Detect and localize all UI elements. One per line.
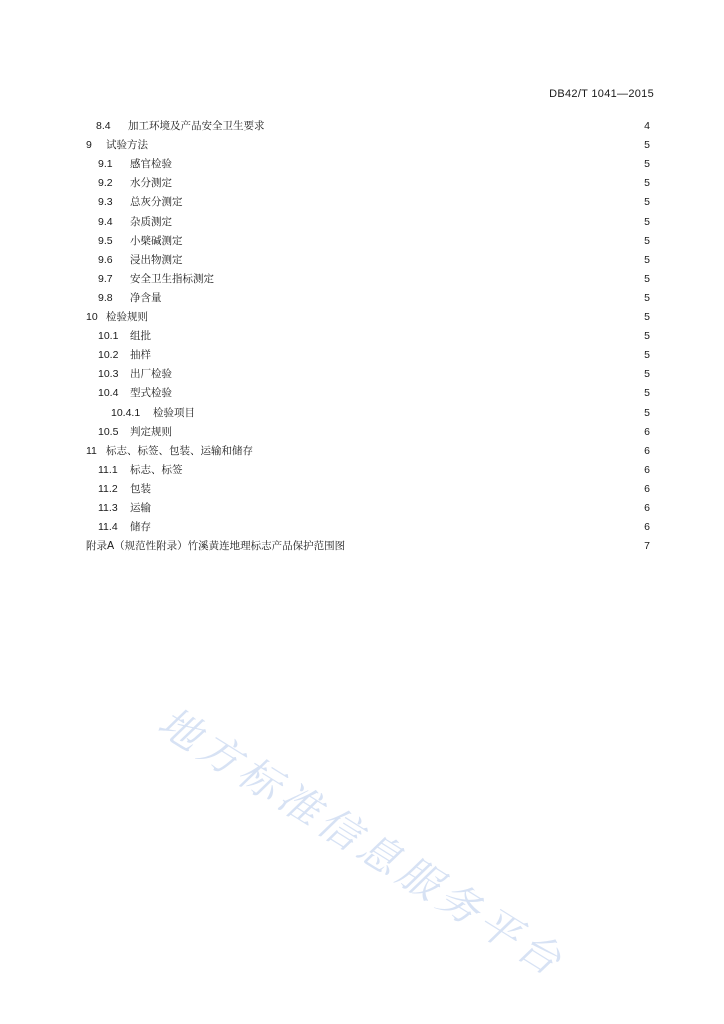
toc-entry-page: 5 xyxy=(644,215,650,228)
toc-entry-title: 检验项目 xyxy=(153,406,195,419)
toc-dot-leader xyxy=(179,384,637,403)
toc-entry-page: 6 xyxy=(644,463,650,476)
toc-entry[interactable] xyxy=(98,289,650,308)
toc-dot-leader xyxy=(179,213,637,232)
toc-entry-page: 6 xyxy=(644,444,650,457)
toc-entry[interactable] xyxy=(98,346,650,365)
toc-entry-title: 检验规则 xyxy=(106,311,148,323)
toc-entry-page: 5 xyxy=(644,234,650,247)
toc-entry-title: 净含量 xyxy=(130,291,162,304)
toc-entry-page: 7 xyxy=(644,540,650,553)
toc-dot-leader xyxy=(272,117,638,136)
toc-entry[interactable] xyxy=(98,232,650,251)
toc-entry-title: 浸出物测定 xyxy=(130,253,183,266)
toc-entry-number: 10.1 xyxy=(98,330,119,343)
toc-dot-leader xyxy=(202,404,637,423)
toc-entry-page: 5 xyxy=(644,272,650,285)
toc-dot-leader xyxy=(260,442,637,461)
toc-entry-page: 5 xyxy=(644,158,650,171)
toc-dot-leader xyxy=(179,365,637,384)
toc-dot-leader xyxy=(158,346,637,365)
toc-entry-number: 9.8 xyxy=(98,291,113,304)
toc-dot-leader xyxy=(179,423,637,442)
toc-entry[interactable] xyxy=(98,518,650,537)
toc-entry-number: 9.7 xyxy=(98,272,113,285)
toc-entry[interactable] xyxy=(98,423,650,442)
toc-entry-title: 包装 xyxy=(130,482,151,495)
toc-entry[interactable] xyxy=(111,404,650,423)
toc-entry-title: 组批 xyxy=(130,330,151,343)
toc-entry-title: 水分测定 xyxy=(130,177,172,190)
toc-dot-leader xyxy=(158,499,637,518)
toc-dot-leader xyxy=(155,308,637,327)
toc-entry-number: 9.6 xyxy=(98,253,113,266)
toc-entry[interactable] xyxy=(96,117,650,136)
toc-entry-page: 5 xyxy=(644,368,650,381)
toc-entry[interactable] xyxy=(98,384,650,403)
toc-entry-title: 运输 xyxy=(130,502,151,514)
toc-entry[interactable] xyxy=(98,461,650,480)
toc-entry[interactable] xyxy=(98,213,650,232)
toc-dot-leader xyxy=(179,174,637,193)
toc-entry-page: 6 xyxy=(644,482,650,495)
toc-entry[interactable] xyxy=(98,365,650,384)
toc-entry-page: 5 xyxy=(644,349,650,362)
toc-entry-title: 附录A（规范性附录）竹溪黄连地理标志产品保护范围图 xyxy=(86,540,346,553)
toc-entry-title: 总灰分测定 xyxy=(130,196,183,209)
toc-entry-page: 5 xyxy=(644,177,650,190)
toc-entry[interactable] xyxy=(86,442,650,461)
toc-entry-page: 5 xyxy=(644,253,650,266)
toc-entry-number: 11.4 xyxy=(98,521,118,534)
toc-entry-title: 安全卫生指标测定 xyxy=(130,272,214,285)
toc-entry[interactable] xyxy=(86,308,650,327)
toc-entry-number: 10 xyxy=(86,311,98,323)
toc-entry[interactable] xyxy=(86,537,650,556)
toc-dot-leader xyxy=(221,270,637,289)
toc-entry-page: 6 xyxy=(644,425,650,438)
toc-dot-leader xyxy=(169,289,638,308)
toc-dot-leader xyxy=(158,480,637,499)
toc-entry[interactable] xyxy=(98,251,650,270)
toc-entry-number: 8.4 xyxy=(96,120,111,132)
toc-entry-number: 10.4 xyxy=(98,387,119,400)
document-code: DB42/T 1041—2015 xyxy=(549,88,654,100)
toc-entry-title: 试验方法 xyxy=(106,139,148,152)
toc-entry-page: 5 xyxy=(644,139,650,152)
toc-entry-title: 杂质测定 xyxy=(130,215,172,228)
toc-entry-number: 9.4 xyxy=(98,215,113,228)
toc-entry[interactable] xyxy=(98,193,650,212)
toc-entry-title: 感官检验 xyxy=(130,158,172,171)
toc-entry[interactable] xyxy=(98,174,650,193)
toc-entry-page: 5 xyxy=(644,196,650,209)
toc-dot-leader xyxy=(190,232,638,251)
toc-entry-title: 加工环境及产品安全卫生要求 xyxy=(128,120,265,132)
toc-entry[interactable] xyxy=(98,155,650,174)
toc-entry-number: 10.3 xyxy=(98,368,119,381)
toc-dot-leader xyxy=(158,327,637,346)
toc-entry[interactable] xyxy=(98,499,650,518)
toc-entry-title: 标志、标签、包装、运输和储存 xyxy=(106,444,253,457)
toc-entry-page: 5 xyxy=(644,291,650,304)
toc-entry[interactable] xyxy=(98,480,650,499)
toc-entry-page: 5 xyxy=(644,387,650,400)
toc-entry-title: 储存 xyxy=(130,521,151,534)
toc-entry-page: 6 xyxy=(644,521,650,534)
toc-entry-page: 5 xyxy=(644,330,650,343)
toc-entry-page: 4 xyxy=(644,120,650,132)
toc-entry[interactable] xyxy=(86,136,650,155)
toc-entry-number: 10.4.1 xyxy=(111,406,141,419)
toc-entry-title: 出厂检验 xyxy=(130,368,172,381)
toc-dot-leader xyxy=(158,518,637,537)
toc-dot-leader xyxy=(190,251,638,270)
toc-entry-number: 10.5 xyxy=(98,425,119,438)
toc-entry-page: 5 xyxy=(644,406,650,419)
toc-entry-number: 11.2 xyxy=(98,482,118,495)
toc-dot-leader xyxy=(352,537,637,556)
toc-entry-number: 9.5 xyxy=(98,234,113,247)
toc-entry-title: 小檗碱测定 xyxy=(130,234,183,247)
toc-entry-number: 10.2 xyxy=(98,349,119,362)
toc-entry-number: 11 xyxy=(86,444,97,457)
toc-entry[interactable] xyxy=(98,270,650,289)
toc-entry-number: 11.3 xyxy=(98,502,118,514)
toc-entry-page: 5 xyxy=(644,311,650,323)
toc-dot-leader xyxy=(155,136,637,155)
toc-entry-title: 抽样 xyxy=(130,349,151,362)
toc-entry-page: 6 xyxy=(644,502,650,514)
toc-dot-leader xyxy=(179,155,637,174)
toc-entry-title: 型式检验 xyxy=(130,387,172,400)
toc-entry-number: 9 xyxy=(86,139,92,152)
toc-entry-title: 标志、标签 xyxy=(130,463,183,476)
toc-entry-title: 判定规则 xyxy=(130,425,172,438)
toc-dot-leader xyxy=(190,193,638,212)
toc-entry-number: 11.1 xyxy=(98,463,118,476)
watermark: 地方标准信息服务平台 xyxy=(149,697,574,988)
toc-entry[interactable] xyxy=(98,327,650,346)
toc-entry-number: 9.1 xyxy=(98,158,113,171)
toc-entry-number: 9.2 xyxy=(98,177,113,190)
toc-dot-leader xyxy=(190,461,638,480)
toc-entry-number: 9.3 xyxy=(98,196,113,209)
